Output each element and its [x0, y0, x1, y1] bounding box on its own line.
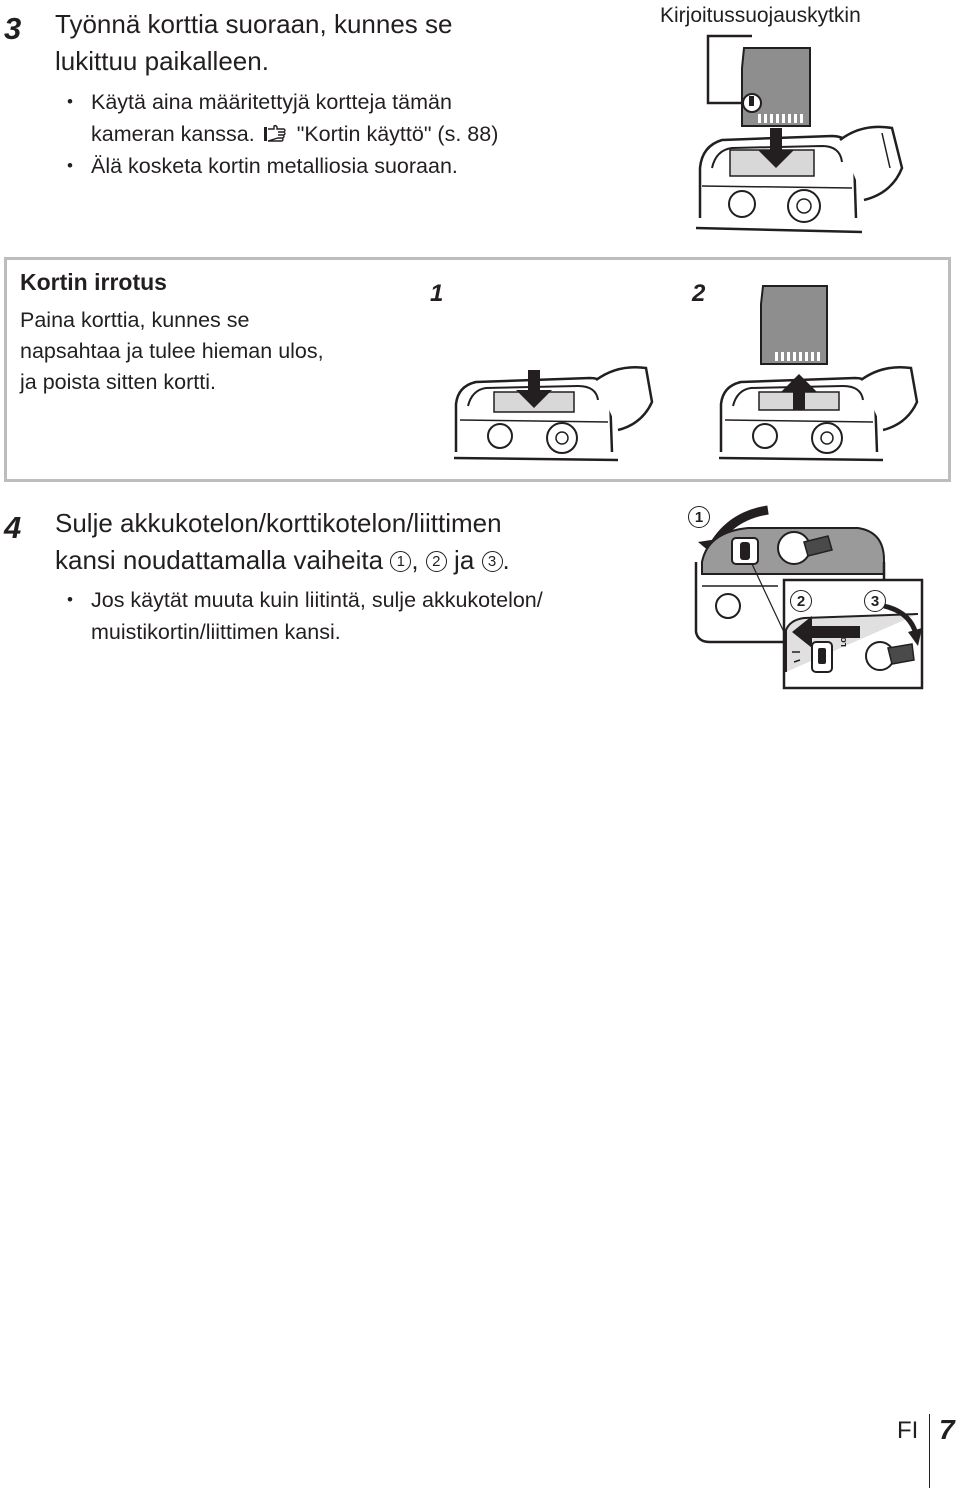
- removal-line: Paina korttia, kunnes se: [20, 308, 250, 332]
- separator: ,: [411, 545, 419, 575]
- step-title: [55, 6, 655, 80]
- card-remove-figure: [715, 282, 920, 462]
- circled-step-2: 2: [426, 551, 447, 572]
- circled-step-3: 3: [482, 551, 503, 572]
- figure-step-1-label: 1: [688, 506, 710, 528]
- conjunction: ja: [454, 545, 475, 575]
- step-title-text: kansi noudattamalla vaiheita: [55, 545, 384, 575]
- bullet-line: • Älä kosketa kortin metalliosia suoraan.: [91, 154, 458, 178]
- bullet-line: [91, 118, 655, 150]
- card-push-figure: [450, 352, 655, 462]
- step-number: 3: [4, 11, 22, 46]
- removal-line: napsahtaa ja tulee hieman ulos,: [20, 339, 324, 363]
- step-title: [55, 505, 675, 579]
- card-insert-figure: [692, 28, 912, 240]
- figure-step-2-label: 2: [790, 590, 812, 612]
- figure-caption: Kirjoitussuojauskytkin: [660, 4, 861, 27]
- figure-step-3-label: 3: [864, 590, 886, 612]
- step-title-line: Työnnä korttia suoraan, kunnes se: [55, 9, 453, 39]
- bullet-line: • Jos käytät muuta kuin liitintä, sulje akkukotelon/: [91, 588, 543, 612]
- step-number: 4: [4, 510, 22, 545]
- circled-step-1: 1: [390, 551, 411, 572]
- step-bullets: [55, 86, 655, 182]
- removal-step-1-label: 1: [430, 280, 444, 307]
- language-code: FI: [897, 1417, 919, 1444]
- step-title-line: Sulje akkukotelon/korttikotelon/liittimen: [55, 508, 502, 538]
- step-title-line: lukittuu paikalleen.: [55, 46, 269, 76]
- footer-divider: [929, 1414, 930, 1488]
- lid-close-figure: [688, 502, 928, 692]
- reference-pointer-icon: [263, 124, 287, 144]
- removal-line: ja poista sitten kortti.: [20, 370, 216, 394]
- lock-label: LOCK: [840, 626, 848, 647]
- bullet-item: [55, 150, 655, 182]
- removal-title: Kortin irrotus: [20, 269, 167, 295]
- bullet-text: kameran kanssa.: [91, 122, 255, 146]
- bullet-item: [55, 86, 655, 150]
- step-title-line: [55, 542, 675, 579]
- bullet-item: [55, 584, 655, 648]
- removal-body: [20, 305, 410, 398]
- bullet-line: muistikortin/liittimen kansi.: [91, 620, 341, 644]
- period: .: [502, 545, 510, 575]
- page-reference-link[interactable]: "Kortin käyttö" (s. 88): [296, 122, 499, 146]
- step-bullets: [55, 584, 655, 648]
- bullet-line: • Käytä aina määritettyjä kortteja tämän: [91, 90, 452, 114]
- removal-step-2-label: 2: [692, 280, 706, 307]
- page-number: 7: [939, 1414, 955, 1445]
